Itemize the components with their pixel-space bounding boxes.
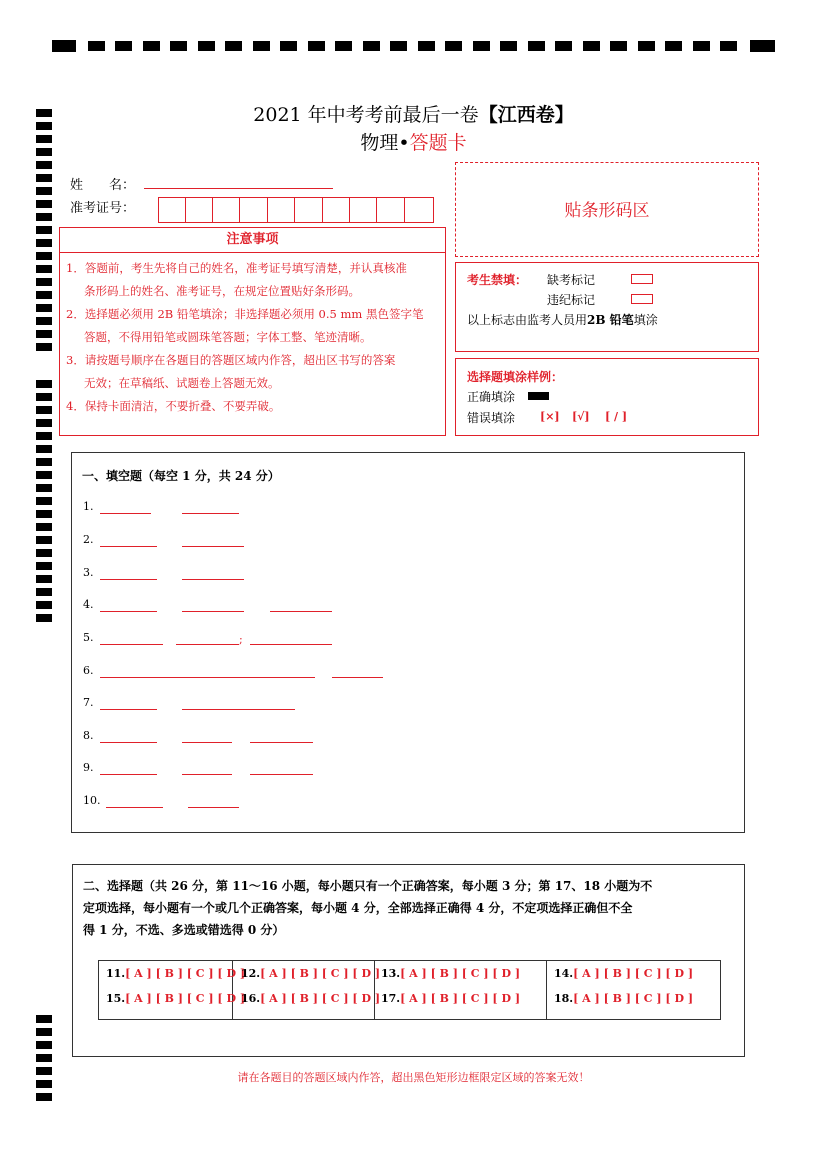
absent-label: 缺考标记: [547, 273, 596, 287]
wrong-mark: [√]: [572, 410, 590, 423]
mc-options[interactable]: [ A ] [ B ] [ C ] [ D ]: [573, 992, 694, 1005]
answer-blank[interactable]: [100, 677, 315, 678]
sample-title: 选择题填涂样例：: [467, 370, 564, 384]
mc-question[interactable]: [241, 967, 380, 980]
card-subtitle: [0, 128, 827, 155]
section1-title: 一、填空题（每空 1 分，共 24 分）: [82, 469, 280, 483]
mc-question[interactable]: [381, 967, 520, 980]
answer-blank[interactable]: [182, 579, 244, 580]
answer-blank[interactable]: [100, 709, 157, 710]
mc-options[interactable]: [ A ] [ B ] [ C ] [ D ]: [573, 967, 694, 980]
absent-checkbox[interactable]: [631, 274, 653, 284]
answer-blank[interactable]: [182, 774, 232, 775]
exam-id-field[interactable]: [158, 197, 434, 223]
answer-blank[interactable]: [182, 742, 232, 743]
forbid-note-bold: 2B 铅笔: [587, 313, 634, 327]
answer-blank[interactable]: [100, 546, 157, 547]
answer-blank[interactable]: [182, 513, 239, 514]
id-digit-cell[interactable]: [159, 198, 186, 222]
section2-title-line: 得 1 分，不选、多选或错选得 0 分）: [83, 923, 285, 937]
answer-blank[interactable]: [332, 677, 383, 678]
violation-checkbox[interactable]: [631, 294, 653, 304]
title-region: 【江西卷】: [478, 104, 574, 126]
title-text: 2021 年中考考前最后一卷: [253, 104, 479, 126]
id-digit-cell[interactable]: [323, 198, 350, 222]
mc-number: 17.: [381, 992, 401, 1005]
answer-blank[interactable]: [100, 742, 157, 743]
id-digit-cell[interactable]: [186, 198, 213, 222]
exam-id-label: 准考证号：: [70, 201, 136, 216]
mc-options[interactable]: [ A ] [ B ] [ C ] [ D ]: [260, 992, 381, 1005]
question-number: 8.: [83, 729, 94, 742]
section2-box: [72, 864, 745, 1057]
note-item: 2．选择题必须用 2B 铅笔填涂；非选择题必须用 0.5 mm 黑色签字笔: [66, 307, 424, 321]
violation-label: 违纪标记: [547, 293, 596, 307]
answer-grid: [98, 960, 721, 1020]
section2-title-line: 二、选择题（共 26 分，第 11～16 小题，每小题只有一个正确答案，每小题 3 分；第 17、18 小题为不: [83, 879, 653, 893]
answer-blank[interactable]: [106, 807, 163, 808]
barcode-label: 贴条形码区: [564, 201, 650, 221]
forbid-note: [467, 311, 658, 328]
id-digit-cell[interactable]: [296, 198, 323, 222]
mc-question[interactable]: [554, 992, 693, 1005]
name-field[interactable]: [144, 188, 333, 189]
blank-separator: ;: [239, 633, 243, 646]
question-number: 7.: [83, 696, 94, 709]
id-digit-cell[interactable]: [268, 198, 295, 222]
forbid-box: [455, 262, 759, 352]
section1-box: [71, 452, 745, 833]
id-digit-cell[interactable]: [241, 198, 268, 222]
wrong-mark: [ / ]: [605, 410, 628, 423]
note-item: 条形码上的姓名、准考证号，在规定位置贴好条形码。: [84, 284, 360, 298]
correct-fill-label: 正确填涂: [467, 390, 516, 404]
footer-warning: 请在各题目的答题区域内作答，超出黑色矩形边框限定区域的答案无效！: [237, 1071, 590, 1084]
answer-blank[interactable]: [100, 579, 157, 580]
wrong-mark: [×]: [540, 410, 560, 423]
answer-blank[interactable]: [188, 807, 239, 808]
notes-box: [59, 227, 446, 436]
mc-question[interactable]: [106, 967, 245, 980]
answer-blank[interactable]: [182, 709, 295, 710]
answer-blank[interactable]: [100, 611, 157, 612]
mc-number: 11.: [106, 967, 126, 980]
note-item: 答题，不得用铅笔或圆珠笔答题；字体工整、笔迹清晰。: [84, 330, 372, 344]
mc-number: 16.: [241, 992, 261, 1005]
mc-number: 14.: [554, 967, 574, 980]
barcode-area: [455, 162, 759, 257]
question-number: 10.: [83, 794, 101, 807]
notes-title: 注意事项: [60, 228, 445, 253]
mc-options[interactable]: [ A ] [ B ] [ C ] [ D ]: [125, 967, 246, 980]
answer-blank[interactable]: [182, 611, 244, 612]
card-name-label: 答题卡: [409, 132, 467, 154]
section2-title-line: 定项选择，每小题有一个或几个正确答案，每小题 4 分，全部选择正确得 4 分，不定项选择正确但不全: [83, 901, 633, 915]
note-item: 3．请按题号顺序在各题目的答题区域内作答，超出区书写的答案: [66, 353, 396, 367]
mc-options[interactable]: [ A ] [ B ] [ C ] [ D ]: [260, 967, 381, 980]
mc-options[interactable]: [ A ] [ B ] [ C ] [ D ]: [400, 992, 521, 1005]
mc-question[interactable]: [106, 992, 245, 1005]
forbid-note-prefix: 以上标志由监考人员用: [467, 313, 588, 327]
answer-blank[interactable]: [100, 774, 157, 775]
answer-blank[interactable]: [182, 546, 244, 547]
id-digit-cell[interactable]: [405, 198, 431, 222]
answer-blank[interactable]: [270, 611, 332, 612]
mc-number: 13.: [381, 967, 401, 980]
answer-blank[interactable]: [100, 644, 163, 645]
mc-question[interactable]: [381, 992, 520, 1005]
mc-options[interactable]: [ A ] [ B ] [ C ] [ D ]: [125, 992, 246, 1005]
note-item: 4．保持卡面清洁，不要折叠、不要弄破。: [66, 399, 281, 413]
name-label: 姓 名：: [70, 178, 136, 193]
mc-question[interactable]: [241, 992, 380, 1005]
question-number: 6.: [83, 664, 94, 677]
correct-fill-sample: [528, 392, 549, 400]
forbid-title: 考生禁填：: [467, 273, 528, 287]
mc-number: 15.: [106, 992, 126, 1005]
question-number: 4.: [83, 598, 94, 611]
subject-label: 物理: [360, 132, 399, 154]
answer-blank[interactable]: [250, 774, 313, 775]
answer-blank[interactable]: [176, 644, 239, 645]
answer-blank[interactable]: [100, 513, 151, 514]
question-number: 5.: [83, 631, 94, 644]
id-digit-cell[interactable]: [378, 198, 405, 222]
answer-blank[interactable]: [250, 644, 332, 645]
mc-question[interactable]: [554, 967, 693, 980]
id-digit-cell[interactable]: [213, 198, 240, 222]
wrong-fill-label: 错误填涂: [467, 411, 516, 425]
question-number: 1.: [83, 500, 94, 513]
question-number: 3.: [83, 566, 94, 579]
mc-number: 18.: [554, 992, 574, 1005]
mc-options[interactable]: [ A ] [ B ] [ C ] [ D ]: [400, 967, 521, 980]
exam-title: [0, 100, 827, 127]
question-number: 9.: [83, 761, 94, 774]
answer-blank[interactable]: [250, 742, 313, 743]
sample-box: [455, 358, 759, 436]
separator-dot: •: [398, 132, 410, 154]
question-number: 2.: [83, 533, 94, 546]
note-item: 1．答题前，考生先将自己的姓名，准考证号填写清楚，并认真核准: [66, 261, 407, 275]
id-digit-cell[interactable]: [350, 198, 377, 222]
section2-title: [83, 875, 739, 941]
mc-number: 12.: [241, 967, 261, 980]
note-item: 无效；在草稿纸、试题卷上答题无效。: [84, 376, 280, 390]
forbid-note-suffix: 填涂: [633, 313, 658, 327]
